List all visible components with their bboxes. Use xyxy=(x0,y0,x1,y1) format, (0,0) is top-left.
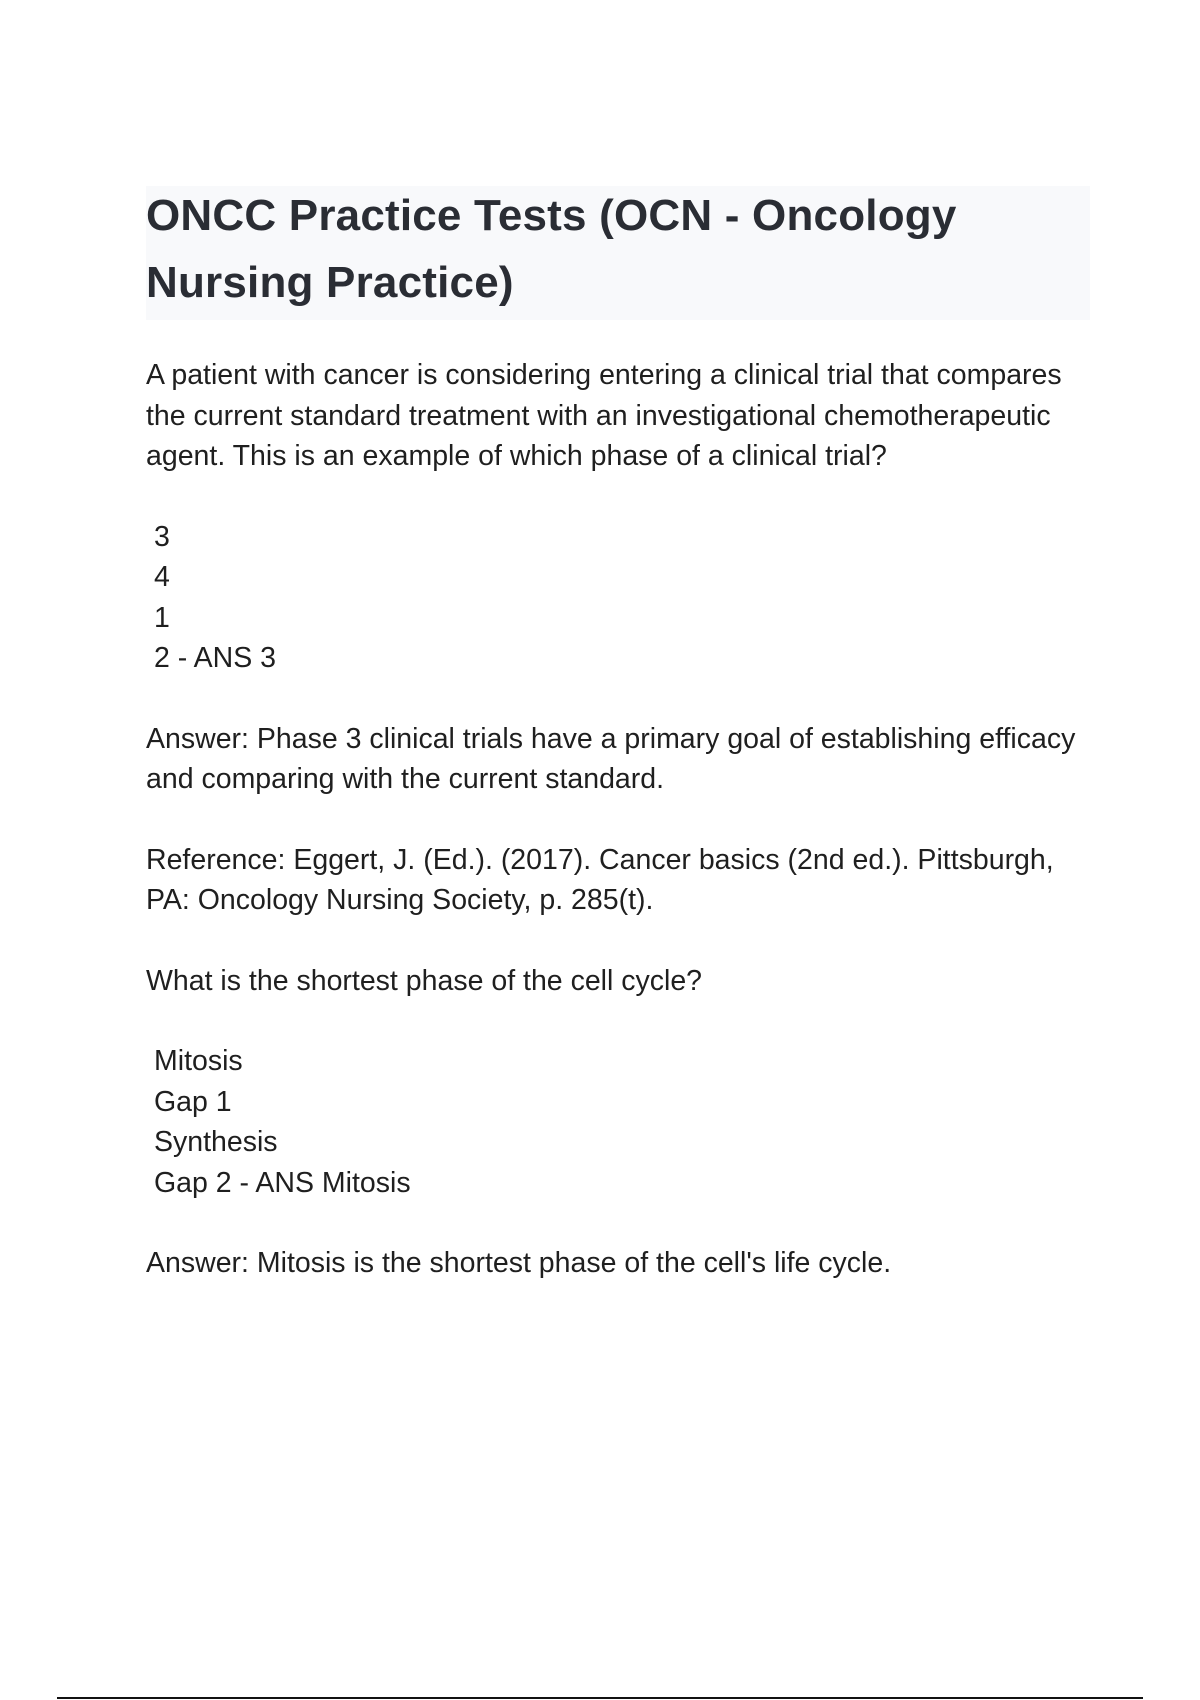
question-1-reference: Reference: Eggert, J. (Ed.). (2017). Cancer basics (2nd ed.). Pittsburgh, PA: Oncology Nursing Society, p. 285(t). xyxy=(146,843,1054,916)
question-1-answer: Answer: Phase 3 clinical trials have a primary goal of establishing efficacy and comparing with the current standard. xyxy=(146,722,1076,795)
option-item: 4 xyxy=(154,561,170,593)
spacer xyxy=(146,679,1076,719)
footer-divider xyxy=(57,1697,1143,1699)
option-item-with-answer: 2 - ANS 3 xyxy=(154,642,276,674)
option-item: 1 xyxy=(154,601,170,634)
spacer xyxy=(146,921,1076,961)
option-item: Synthesis xyxy=(154,1126,278,1158)
question-1-text: A patient with cancer is considering entering a clinical trial that compares the current standard treatment with an investigational chemotherapeutic agent. This is an example of which phase of a clinical trial? xyxy=(146,359,1062,472)
question-2-answer: Answer: Mitosis is the shortest phase of the cell's life cycle. xyxy=(146,1247,892,1279)
question-2-text: What is the shortest phase of the cell cycle? xyxy=(146,964,703,997)
option-item: Mitosis xyxy=(154,1045,243,1077)
page-title: ONCC Practice Tests (OCN - Oncology Nursing Practice) xyxy=(146,191,957,307)
document-content xyxy=(146,355,1076,1284)
spacer xyxy=(146,800,1076,840)
option-item: Gap 1 xyxy=(154,1085,232,1118)
spacer xyxy=(146,1203,1076,1243)
spacer xyxy=(146,477,1076,517)
question-1-options xyxy=(146,517,1076,679)
option-item: 3 xyxy=(154,520,170,553)
question-2-options xyxy=(146,1041,1076,1203)
spacer xyxy=(146,1001,1076,1041)
option-item-with-answer: Gap 2 - ANS Mitosis xyxy=(154,1166,411,1199)
